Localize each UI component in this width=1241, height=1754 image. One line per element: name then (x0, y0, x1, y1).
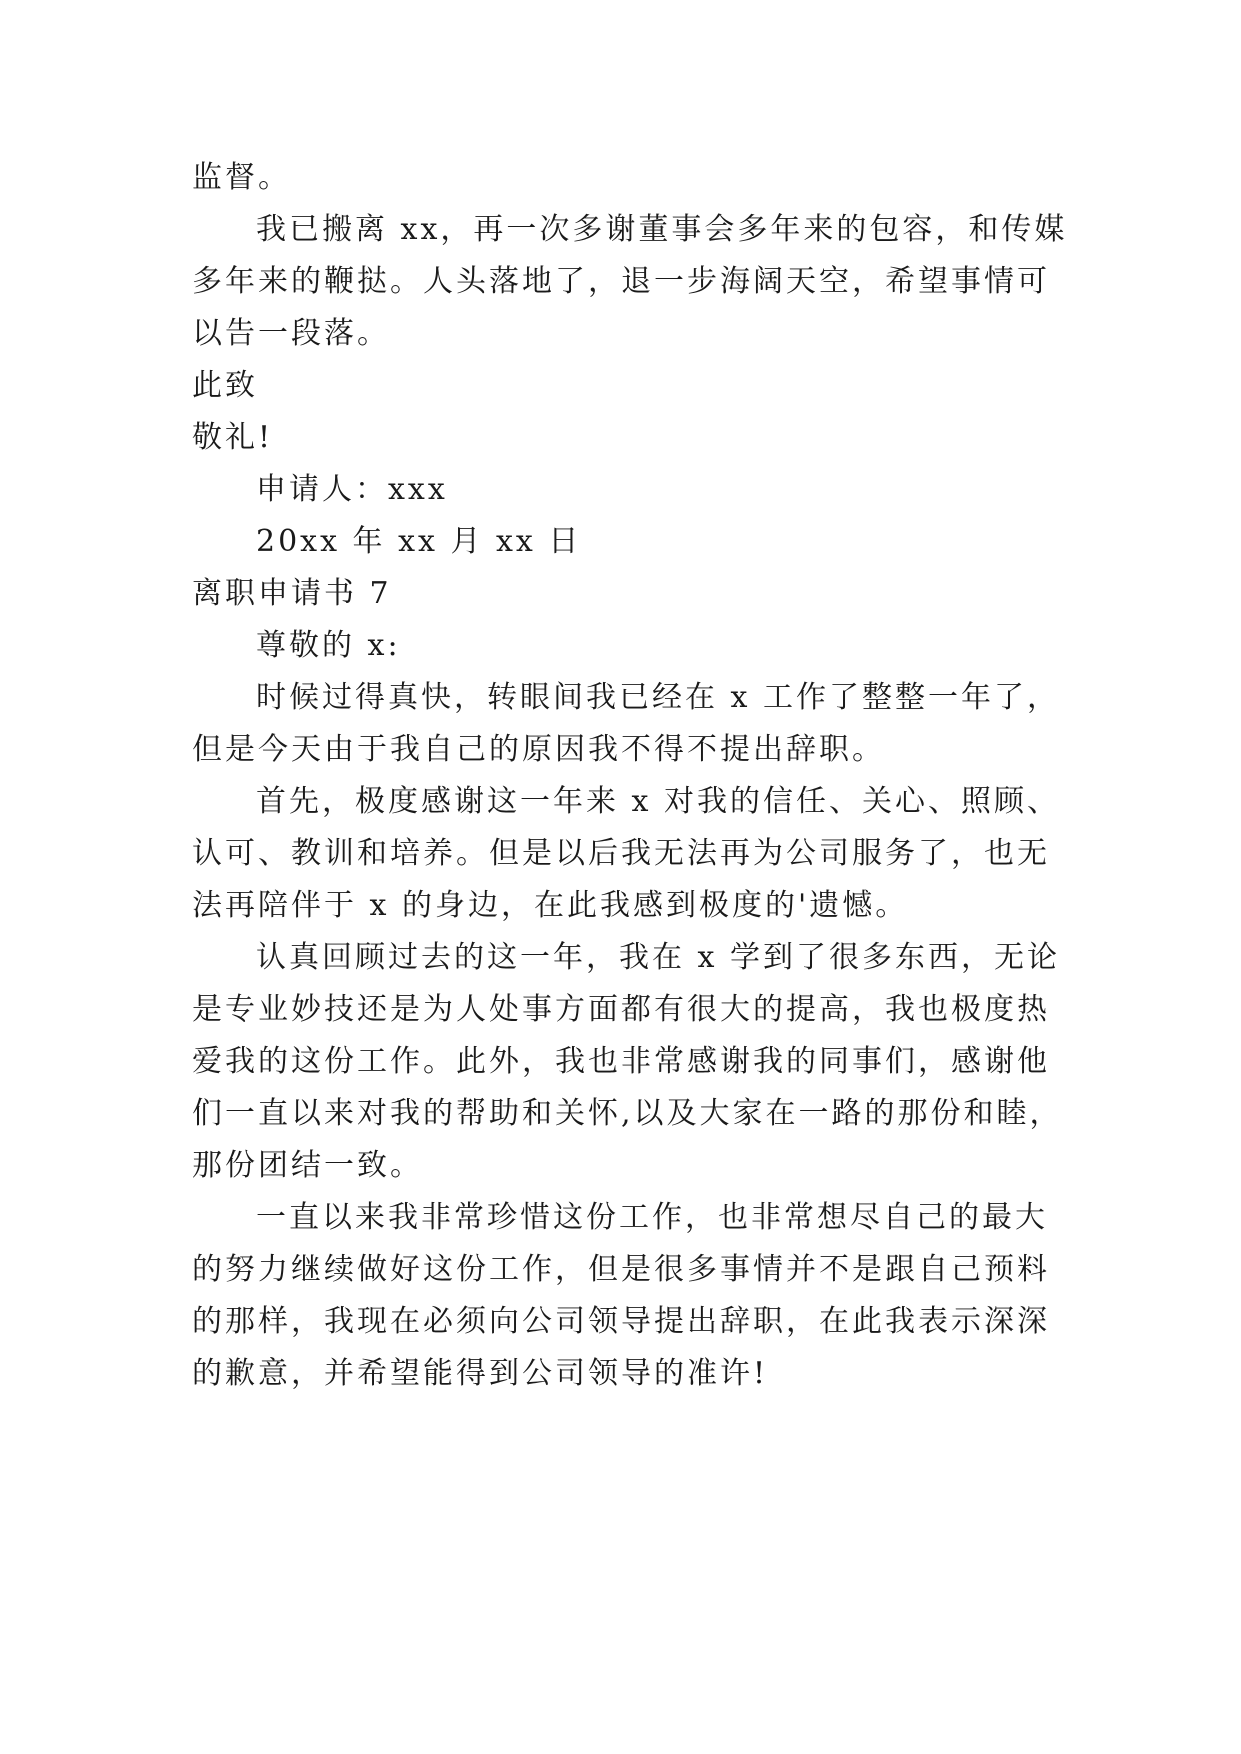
text-line: 首先，极度感谢这一年来 x 对我的信任、关心、照顾、 (256, 784, 1060, 819)
text-line: 认真回顾过去的这一年，我在 x 学到了很多东西，无论 (256, 940, 1060, 975)
text-line: 但是今天由于我自己的原因我不得不提出辞职。 (192, 732, 885, 767)
text-line: 敬礼! (192, 420, 274, 455)
text-line: 爱我的这份工作。此外，我也非常感谢我的同事们，感谢他 (192, 1044, 1050, 1079)
text-line: 监督。 (192, 160, 291, 195)
text-line: 时候过得真快，转眼间我已经在 x 工作了整整一年了， (256, 680, 1060, 715)
section-heading: 离职申请书 7 (192, 576, 392, 611)
text-line: 以告一段落。 (192, 316, 390, 351)
text-line: 是专业妙技还是为人处事方面都有很大的提高，我也极度热 (192, 992, 1050, 1027)
text-line: 20xx 年 xx 月 xx 日 (256, 524, 582, 559)
text-line: 多年来的鞭挞。人头落地了，退一步海阔天空，希望事情可 (192, 264, 1050, 299)
text-line: 的歉意，并希望能得到公司领导的准许! (192, 1356, 769, 1391)
text-line: 此致 (192, 368, 258, 403)
text-line: 的那样，我现在必须向公司领导提出辞职，在此我表示深深 (192, 1304, 1050, 1339)
text-line: 法再陪伴于 x 的身边，在此我感到极度的'遗憾。 (192, 888, 909, 923)
text-line: 一直以来我非常珍惜这份工作，也非常想尽自己的最大 (256, 1200, 1048, 1235)
text-line: 的努力继续做好这份工作，但是很多事情并不是跟自己预料 (192, 1252, 1050, 1287)
text-line: 那份团结一致。 (192, 1148, 423, 1183)
text-line: 申请人：xxx (256, 472, 448, 507)
text-line: 尊敬的 x: (256, 628, 401, 663)
text-line: 们一直以来对我的帮助和关怀,以及大家在一路的那份和睦， (192, 1096, 1063, 1131)
text-line: 我已搬离 xx，再一次多谢董事会多年来的包容，和传媒 (256, 212, 1068, 247)
text-line: 认可、教训和培养。但是以后我无法再为公司服务了，也无 (192, 836, 1050, 871)
